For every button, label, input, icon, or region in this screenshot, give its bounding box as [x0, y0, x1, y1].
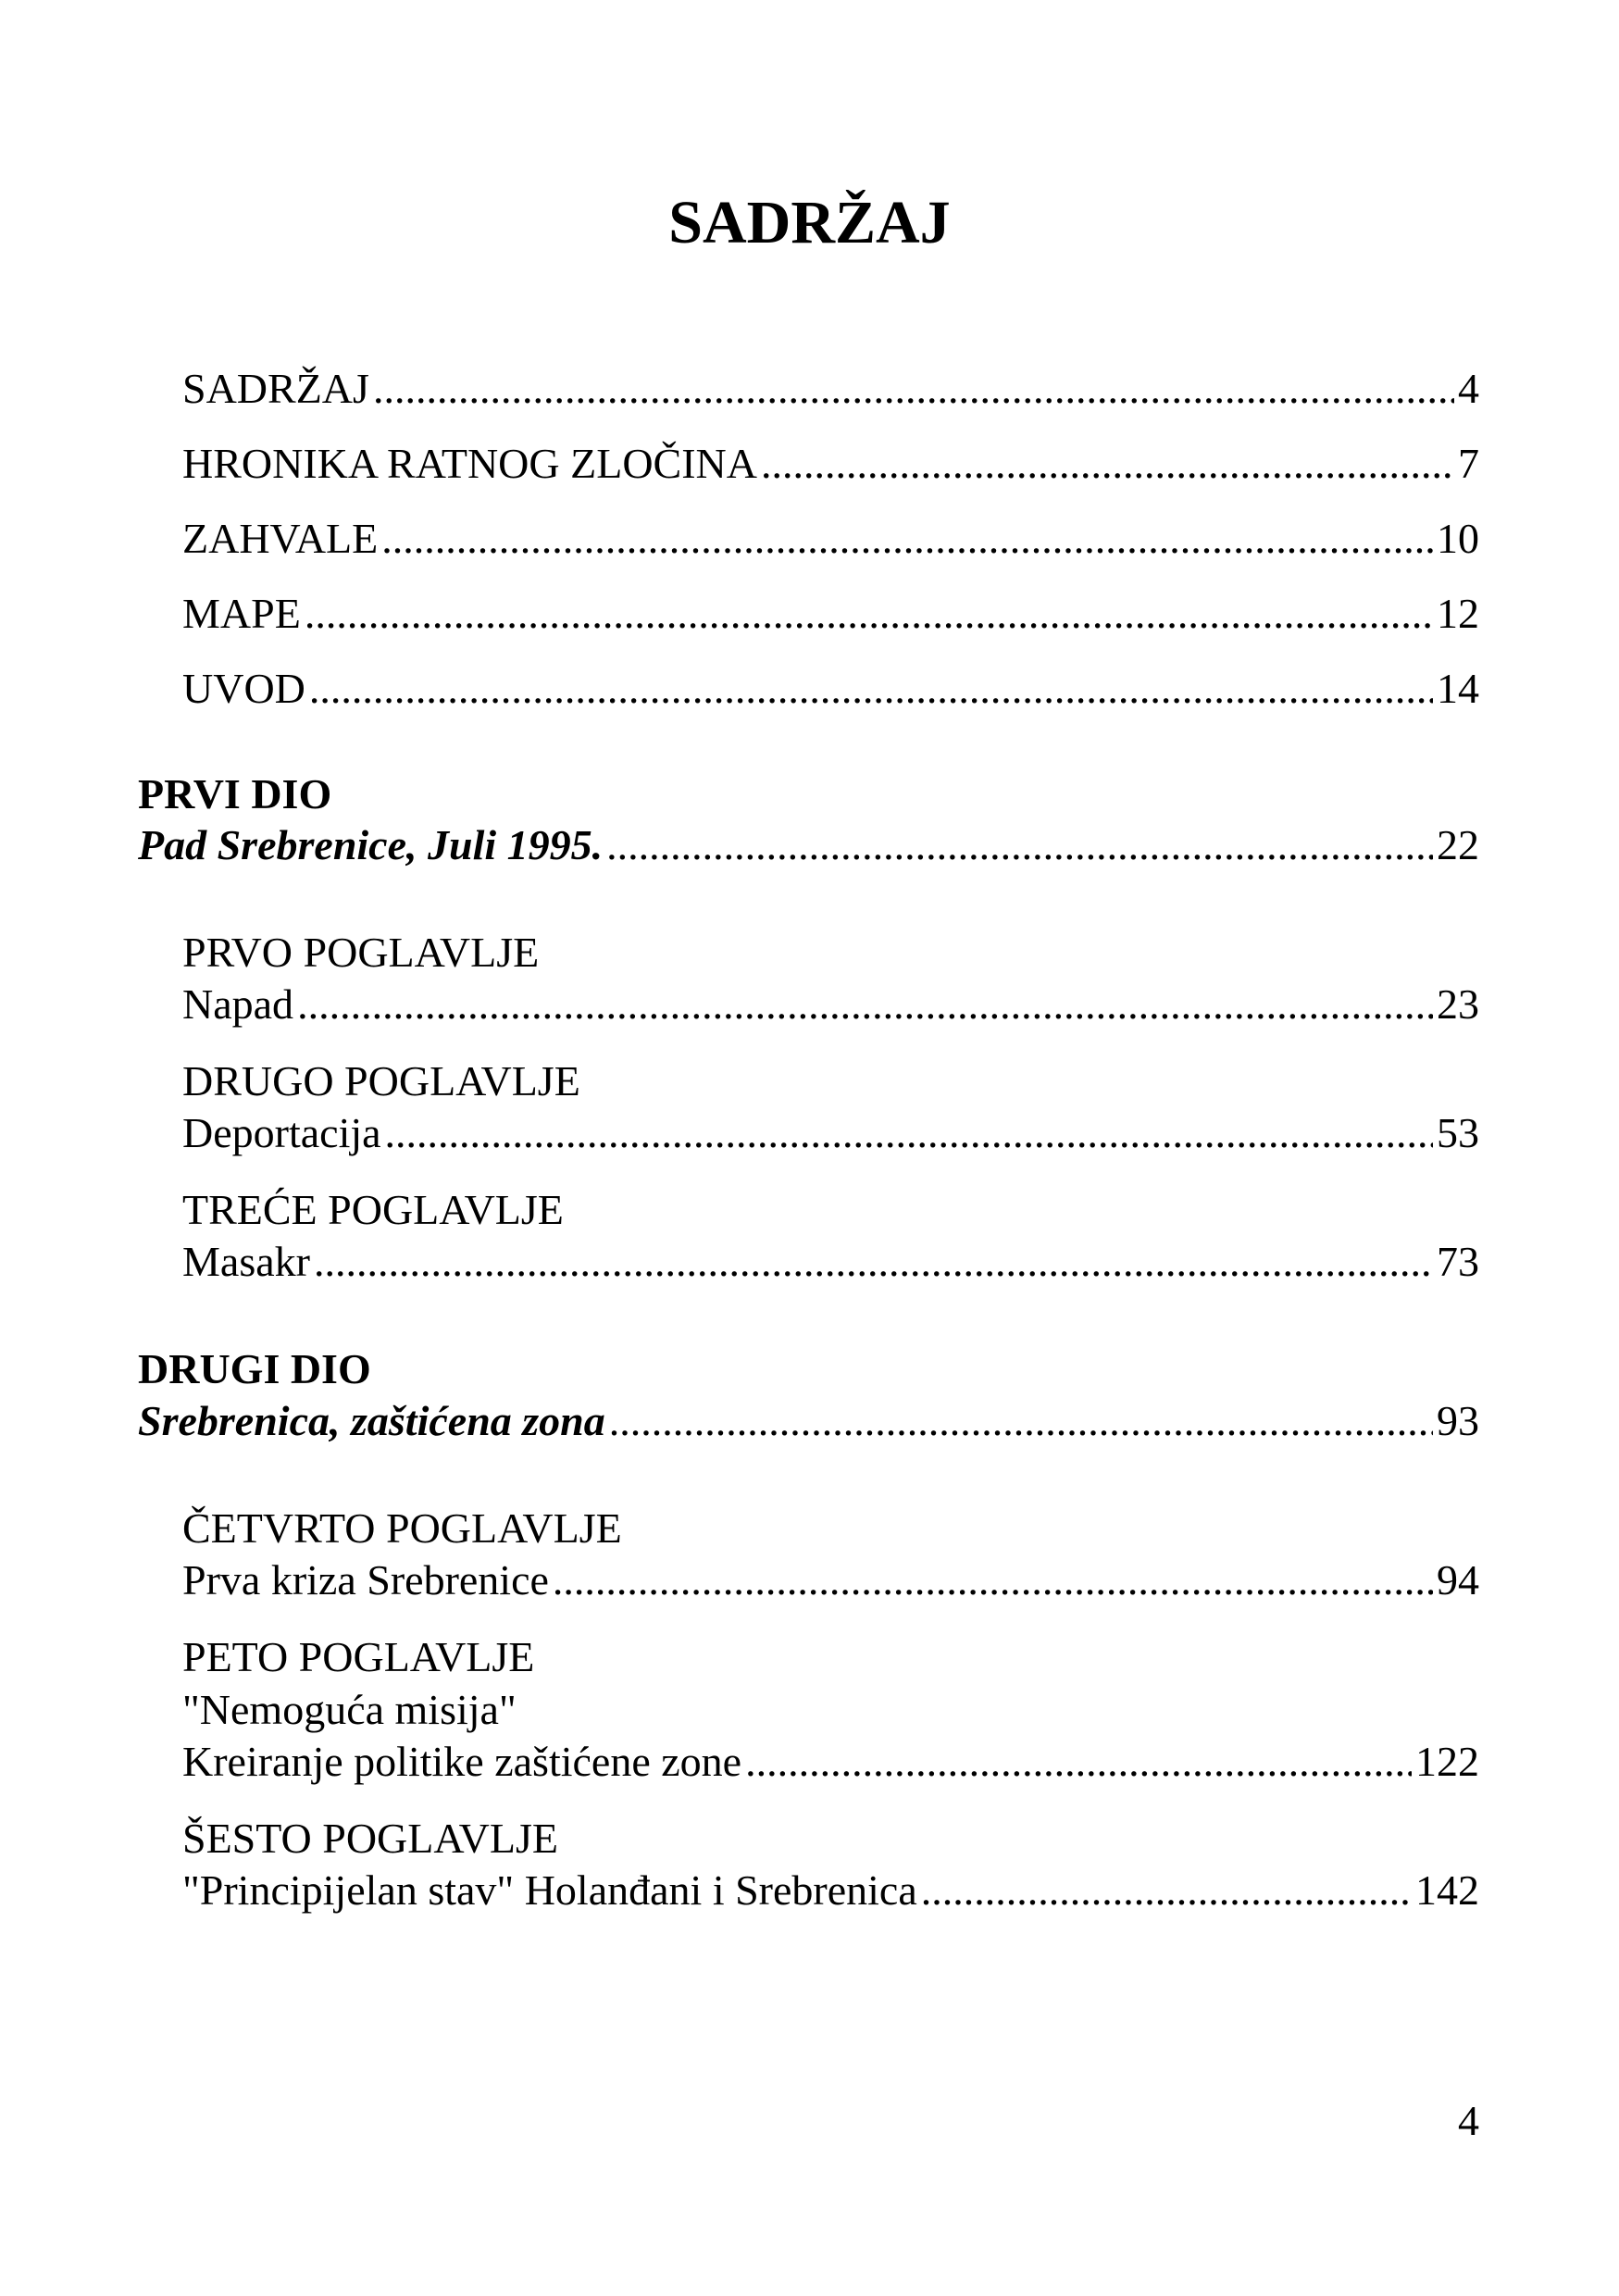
- part-title: Pad Srebrenice, Juli 1995.: [138, 821, 604, 868]
- toc-entry-label: SADRŽAJ: [182, 365, 369, 412]
- chapter-title: Kreiranje politike zaštićene zone: [182, 1738, 742, 1785]
- toc-entry-page: 23: [1437, 980, 1479, 1028]
- part-heading: PRVI DIO: [138, 770, 332, 817]
- toc-entry-page: 53: [1437, 1109, 1479, 1156]
- toc-entry-principijelan-stav[interactable]: [182, 1864, 1479, 1917]
- dot-leader: [309, 662, 1433, 716]
- chapter-heading: PETO POGLAVLJE: [182, 1633, 535, 1680]
- toc-entry-label: UVOD: [182, 665, 305, 712]
- toc-entry-page: 22: [1437, 821, 1479, 868]
- toc-entry-prva-kriza[interactable]: [182, 1554, 1479, 1607]
- chapter-title: "Principijelan stav" Holanđani i Srebrenica: [182, 1866, 917, 1914]
- dot-leader: [745, 1735, 1412, 1789]
- chapter-title: Napad: [182, 980, 294, 1028]
- toc-entry-mape[interactable]: [182, 587, 1479, 641]
- dot-leader: [314, 1235, 1433, 1289]
- toc-entry-page: 73: [1437, 1238, 1479, 1285]
- toc-entry-page: 142: [1415, 1866, 1479, 1914]
- dot-leader: [921, 1864, 1412, 1917]
- toc-entry-page: 10: [1437, 515, 1479, 562]
- dot-leader: [385, 1106, 1433, 1160]
- toc-entry-page: 93: [1437, 1397, 1479, 1444]
- toc-entry-page: 94: [1437, 1556, 1479, 1603]
- toc-entry-label: ZAHVALE: [182, 515, 379, 562]
- dot-leader: [609, 1394, 1433, 1448]
- toc-entry-kreiranje-politike[interactable]: [182, 1735, 1479, 1789]
- dot-leader: [297, 978, 1433, 1031]
- dot-leader: [305, 587, 1433, 641]
- chapter-title: Deportacija: [182, 1109, 381, 1156]
- toc-entry-deportacija[interactable]: [182, 1106, 1479, 1160]
- toc-entry-part1[interactable]: [138, 818, 1479, 872]
- page-title: SADRŽAJ: [668, 189, 951, 256]
- page-number: 4: [1458, 2097, 1479, 2144]
- toc-entry-page: 7: [1458, 440, 1479, 487]
- chapter-heading: ČETVRTO POGLAVLJE: [182, 1504, 622, 1552]
- toc-entry-page: 14: [1437, 665, 1479, 712]
- chapter-heading: PRVO POGLAVLJE: [182, 929, 540, 976]
- part-heading: DRUGI DIO: [138, 1345, 371, 1392]
- chapter-subtitle: "Nemoguća misija": [182, 1686, 517, 1733]
- toc-entry-napad[interactable]: [182, 978, 1479, 1031]
- toc-entry-page: 12: [1437, 590, 1479, 637]
- toc-entry-page: 4: [1458, 365, 1479, 412]
- dot-leader: [373, 362, 1454, 416]
- chapter-heading: ŠESTO POGLAVLJE: [182, 1815, 558, 1862]
- dot-leader: [381, 512, 1433, 566]
- chapter-heading: TREĆE POGLAVLJE: [182, 1186, 564, 1233]
- toc-entry-part2[interactable]: [138, 1394, 1479, 1448]
- toc-entry-label: HRONIKA RATNOG ZLOČINA: [182, 440, 757, 487]
- toc-entry-zahvale[interactable]: [182, 512, 1479, 566]
- toc-entry-page: 122: [1415, 1738, 1479, 1785]
- toc-entry-uvod[interactable]: [182, 662, 1479, 716]
- part-title: Srebrenica, zaštićena zona: [138, 1397, 605, 1444]
- dot-leader: [761, 437, 1454, 491]
- dot-leader: [553, 1554, 1433, 1607]
- toc-entry-label: MAPE: [182, 590, 301, 637]
- toc-entry-sadrzaj[interactable]: [182, 362, 1479, 416]
- chapter-title: Prva kriza Srebrenice: [182, 1556, 549, 1603]
- toc-entry-masakr[interactable]: [182, 1235, 1479, 1289]
- chapter-heading: DRUGO POGLAVLJE: [182, 1057, 580, 1104]
- toc-entry-hronika[interactable]: [182, 437, 1479, 491]
- dot-leader: [606, 818, 1433, 872]
- chapter-title: Masakr: [182, 1238, 310, 1285]
